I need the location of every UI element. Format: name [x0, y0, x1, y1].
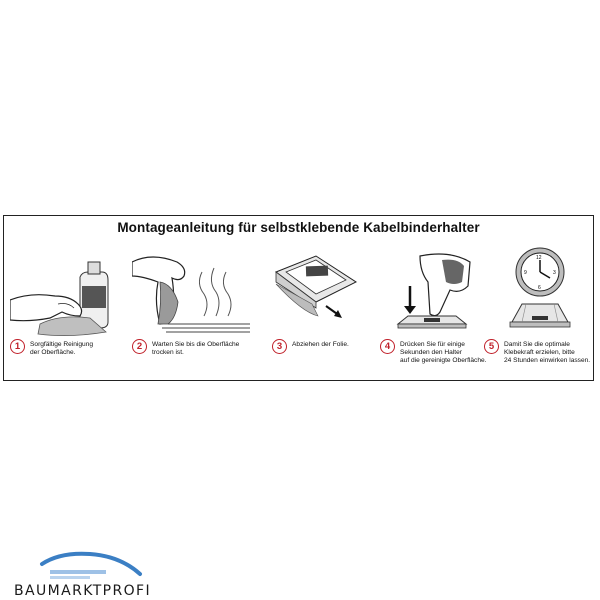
step-number-badge: 1	[10, 339, 25, 354]
svg-text:9: 9	[524, 270, 527, 276]
logo-wordmark: BAUMARKTPROFI	[14, 583, 152, 599]
hand-wiping-icon	[10, 242, 128, 337]
peel-foil-icon	[272, 242, 390, 337]
step-2	[132, 242, 250, 378]
step-5	[484, 242, 600, 378]
instruction-card	[3, 215, 594, 381]
step-1	[10, 242, 128, 378]
thumb-press-icon	[380, 242, 498, 337]
svg-text:3: 3	[553, 270, 556, 276]
step-caption: Sorgfältige Reinigung der Oberfläche.	[30, 341, 94, 357]
step-number-badge: 2	[132, 339, 147, 354]
step-4	[380, 242, 498, 378]
instruction-title: Montageanleitung für selbstklebende Kabelbinderhalter	[117, 220, 480, 235]
step-caption: Drücken Sie für einige Sekunden den Halter auf die gereinigte Oberfläche.	[400, 341, 487, 365]
step-3	[272, 242, 390, 378]
step-number-badge: 3	[272, 339, 287, 354]
svg-text:12: 12	[536, 255, 542, 261]
step-number-badge: 5	[484, 339, 499, 354]
svg-text:6: 6	[538, 285, 541, 291]
step-number-badge: 4	[380, 339, 395, 354]
step-caption: Damit Sie die optimale Klebekraft erzielen, bitte 24 Stunden einwirken lassen.	[504, 341, 591, 365]
drying-surface-icon	[132, 242, 250, 337]
step-caption: Abziehen der Folie.	[292, 341, 349, 348]
clock-icon	[484, 242, 594, 337]
step-caption: Warten Sie bis die Oberfläche trocken ist.	[152, 341, 240, 357]
